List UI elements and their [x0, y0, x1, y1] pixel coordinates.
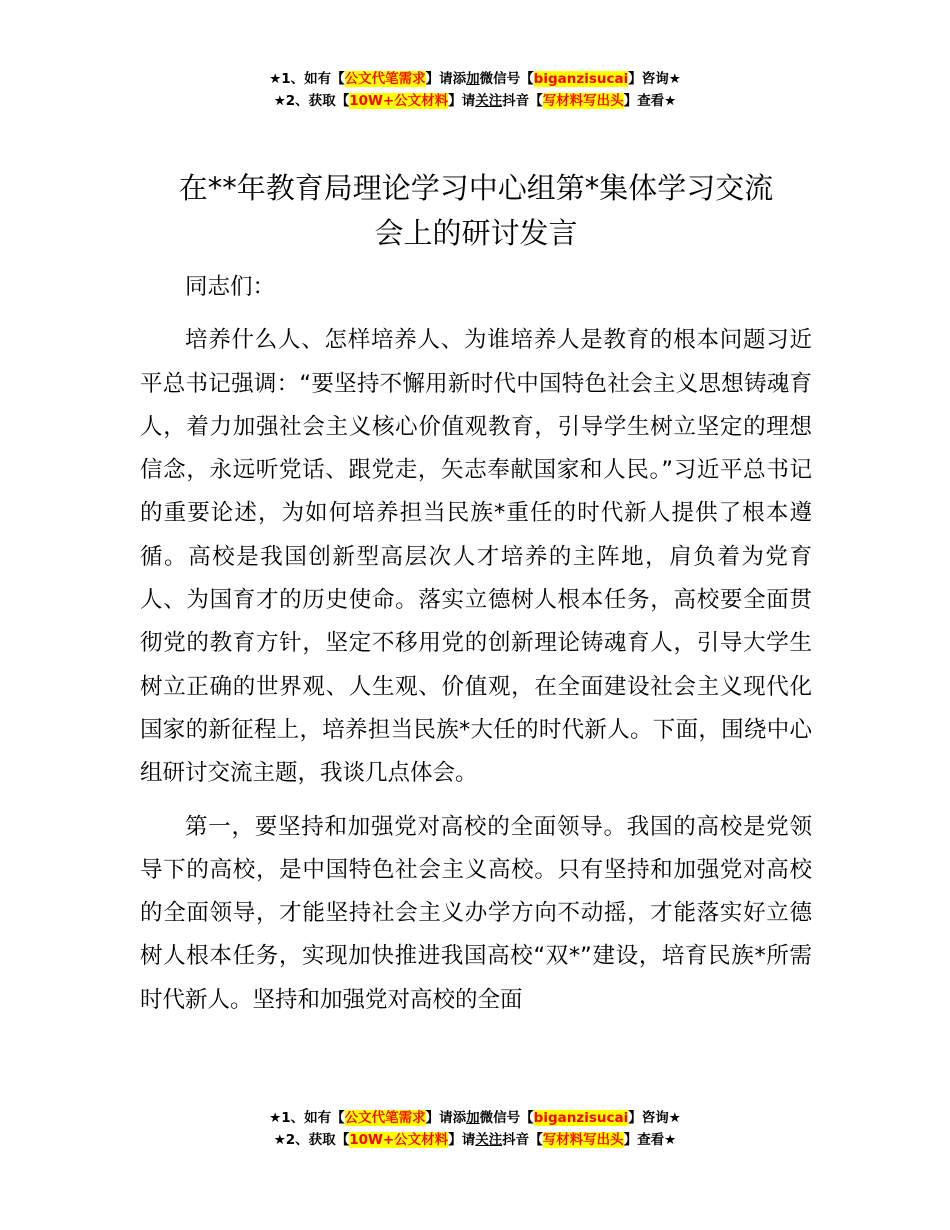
highlight-ghostwriting: 公文代笔需求 [344, 71, 426, 87]
bracket: 【 [520, 71, 534, 87]
banner-line-1 [0, 68, 950, 90]
banner-text: 请 [461, 93, 476, 109]
banner-text: 查看★ [637, 1132, 677, 1148]
bracket: 】 [628, 71, 642, 87]
highlight-materials: 10W+公文材料 [349, 1132, 449, 1148]
banner-underlined: 关注 [475, 93, 503, 109]
highlight-ghostwriting: 公文代笔需求 [344, 1110, 426, 1126]
bracket: 【 [520, 1110, 534, 1126]
document-body [140, 266, 812, 1032]
bracket: 【 [331, 1110, 345, 1126]
bracket: 【 [529, 93, 543, 109]
greeting: 同志们： [185, 274, 276, 300]
banner-underlined: 关注 [475, 1132, 503, 1148]
banner-text: 微信号 [479, 71, 521, 87]
banner-text: ★1、如有 [269, 1110, 332, 1126]
banner-text: ★2、获取 [273, 1132, 336, 1148]
banner-underlined: 加 [466, 1110, 480, 1126]
bracket: 】 [425, 1110, 440, 1126]
highlight-wechat-id: biganzisucai [533, 1110, 629, 1126]
banner-text: 微信号 [479, 1110, 521, 1126]
banner-text: ★1、如有 [269, 71, 332, 87]
banner-text: 咨询★ [641, 71, 681, 87]
highlight-materials: 10W+公文材料 [349, 93, 449, 109]
bracket: 】 [623, 93, 638, 109]
title-line-2: 会上的研讨发言 [374, 216, 578, 250]
paragraph-2: 第一，要坚持和加强党对高校的全面领导。我国的高校是党领导下的高校，是中国特色社会主义高校。只有坚持和加强党对高校的全面领导，才能坚持社会主义办学方向不动摇，才能落实好立德树人根本任务，实现加快推进我国高校“双*”建设，培育民族*所需时代新人。坚持和加强党对高校的全面 [140, 813, 812, 1013]
bracket: 【 [331, 71, 345, 87]
banner-text: 抖音 [502, 93, 530, 109]
highlight-wechat-id: biganzisucai [533, 71, 629, 87]
banner-underlined: 加 [466, 71, 480, 87]
bracket: 【 [335, 93, 350, 109]
document-title [140, 166, 812, 256]
bracket: 】 [425, 71, 440, 87]
paragraph-1: 培养什么人、怎样培养人、为谁培养人是教育的根本问题习近平总书记强调：“要坚持不懈用新时代中国特色社会主义思想铸魂育人，着力加强社会主义核心价值观教育，引导学生树立坚定的理想信念，永远听党话、跟党走，矢志奉献国家和人民。”习近平总书记的重要论述，为如何培养担当民族*重任的时代新人提供了根本遵循。高校是我国创新型高层次人才培养的主阵地，肩负着为党育人、为国育才的历史使命。落实立德树人根本任务，高校要全面贯彻党的教育方针，坚定不移用党的创新理论铸魂育人，引导大学生树立正确的世界观、人生观、价值观，在全面建设社会主义现代化国家的新征程上，培养担当民族*大任的时代新人。下面，围绕中心组研讨交流主题，我谈几点体会。 [140, 327, 812, 787]
bracket: 】 [448, 93, 462, 109]
banner-line-2 [0, 90, 950, 112]
banner-text: 抖音 [502, 1132, 530, 1148]
banner-text: 咨询★ [641, 1110, 681, 1126]
highlight-douyin: 写材料写出头 [542, 93, 624, 109]
header-banner [0, 68, 950, 112]
bracket: 】 [623, 1132, 638, 1148]
banner-text: 请添 [439, 1110, 467, 1126]
bracket: 】 [628, 1110, 642, 1126]
banner-line-1 [0, 1107, 950, 1129]
banner-text: 请添 [439, 71, 467, 87]
highlight-douyin: 写材料写出头 [542, 1132, 624, 1148]
title-line-1: 在**年教育局理论学习中心组第*集体学习交流 [178, 171, 774, 205]
bracket: 【 [335, 1132, 350, 1148]
bracket: 【 [529, 1132, 543, 1148]
bracket: 】 [448, 1132, 462, 1148]
banner-text: ★2、获取 [273, 93, 336, 109]
banner-text: 请 [461, 1132, 476, 1148]
banner-line-2 [0, 1129, 950, 1151]
footer-banner [0, 1107, 950, 1151]
banner-text: 查看★ [637, 93, 677, 109]
